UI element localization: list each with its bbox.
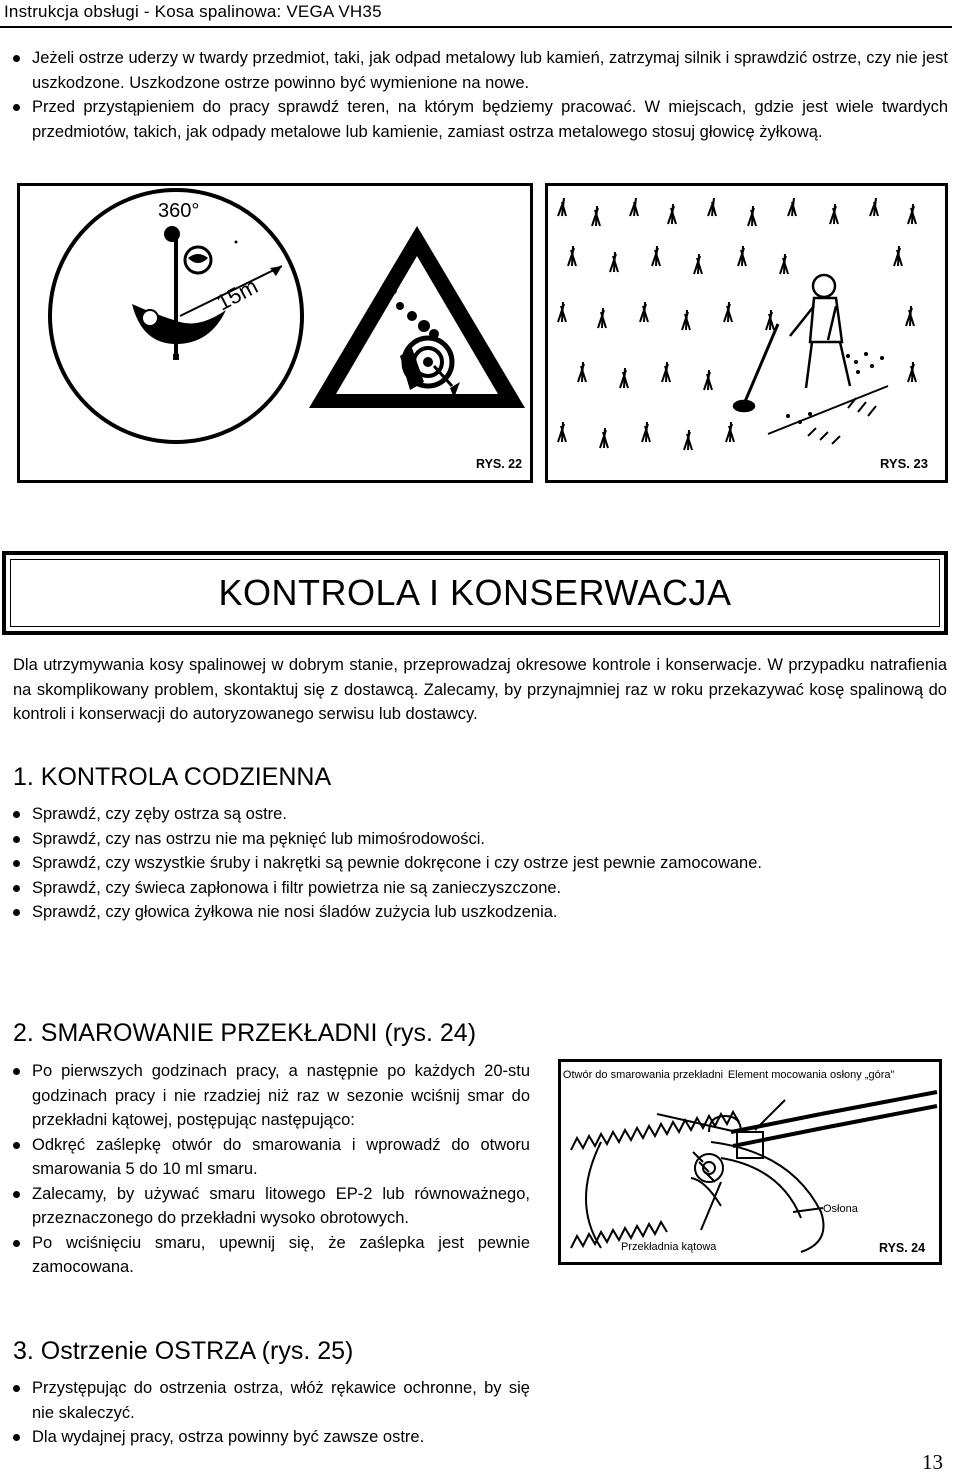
list-item: Sprawdź, czy świeca zapłonowa i filtr powietrza nie są zanieczyszczone. (10, 876, 948, 901)
section-title: KONTROLA I KONSERWACJA (218, 572, 732, 613)
page-number: 13 (922, 1450, 943, 1474)
intro-bullet-list (10, 46, 948, 144)
heading-lubrication: 2. SMAROWANIE PRZEKŁADNI (rys. 24) (13, 1019, 477, 1047)
heading-daily-check: 1. KONTROLA CODZIENNA (13, 763, 332, 791)
svg-text:Otwór do smarowania przekładni (563, 1069, 723, 1081)
list-item: Odkręć zaślepkę otwór do smarowania i wprowadź do otworu smarowania 5 do 10 ml smaru. (10, 1133, 530, 1182)
list-item: Dla wydajnej pracy, ostrza powinny być zawsze ostre. (10, 1425, 530, 1450)
figure-rys-22 (17, 183, 533, 483)
list-item: Sprawdź, czy nas ostrzu nie ma pęknięć lub mimośrodowości. (10, 827, 948, 852)
grass-cutting-illustration (548, 186, 945, 480)
document-title: Instrukcja obsługi - Kosa spalinowa: VEGA VH35 (4, 2, 382, 21)
list-item: Sprawdź, czy głowica żyłkowa nie nosi śladów zużycia lub uszkodzenia. (10, 900, 948, 925)
section-intro-paragraph: Dla utrzymywania kosy spalinowej w dobrym stanie, przeprowadzaj okresowe kontrole i konserwacje. W przypadku natrafienia na skomplikowany problem, skontaktuj się z dostawcą. Zalecamy, by przynajmniej raz w roku przekazywać kosę spalinową do kontroli i konserwacji do autoryzowanego serwisu lub dostawcy. (13, 656, 947, 723)
label-gearbox: Przekładnia kątowa (621, 1241, 717, 1253)
section-title-inner (10, 559, 940, 627)
heading-sharpening: 3. Ostrzenie OSTRZA (rys. 25) (13, 1337, 354, 1365)
label-guard: Osłona (823, 1203, 858, 1215)
figure-caption: RYS. 22 (476, 457, 523, 471)
figure-caption: RYS. 24 (879, 1241, 926, 1255)
figure-rys-24 (558, 1059, 942, 1265)
page-header (0, 0, 952, 28)
figure-rys-23 (545, 183, 948, 483)
gearbox-diagram (561, 1062, 939, 1262)
list-item: Po pierwszych godzinach pracy, a następnie po każdych 20-stu godzinach pracy i nie rzadziej niż raz w sezonie wciśnij smar do przekładni kątowej, postępując następująco: (10, 1059, 530, 1133)
list-item: Sprawdź, czy wszystkie śruby i nakrętki są pewnie dokręcone i czy ostrze jest pewnie zamocowane. (10, 851, 948, 876)
list-item: Przystępując do ostrzenia ostrza, włóż rękawice ochronne, by się nie skaleczyć. (10, 1376, 530, 1425)
list-item: Po wciśnięciu smaru, upewnij się, że zaślepka jest pewnie zamocowana. (10, 1231, 530, 1280)
distance-label: 15m (212, 273, 262, 316)
angle-label: 360° (158, 200, 200, 222)
figure-caption: RYS. 23 (880, 456, 928, 471)
safety-diagram (20, 186, 530, 480)
daily-check-list (10, 802, 948, 925)
label-guard-mount: Element mocowania osłony „góra” (727, 1069, 895, 1081)
list-item: Sprawdź, czy zęby ostrza są ostre. (10, 802, 948, 827)
lubrication-list (10, 1059, 530, 1280)
sharpening-list (10, 1376, 530, 1450)
list-item: Jeżeli ostrze uderzy w twardy przedmiot, taki, jak odpad metalowy lub kamień, zatrzymaj silnik i sprawdzić ostrze, czy nie jest uszkodzone. Uszkodzone ostrze powinno być wymienione na nowe. (10, 46, 948, 95)
list-item: Przed przystąpieniem do pracy sprawdź teren, na którym będziemy pracować. W miejscach, gdzie jest wiele twardych przedmiotów, takich, jak odpady metalowe lub kamienie, zamiast ostrza metalowego stosuj głowicę żyłkową. (10, 95, 948, 144)
label-lubrication-hole: Otwór do smarowania przekładni (562, 1069, 724, 1081)
section-title-box (2, 551, 948, 635)
list-item: Zalecamy, by używać smaru litowego EP-2 lub równoważnego, przeznaczonego do przekładni wysoko obrotowych. (10, 1182, 530, 1231)
